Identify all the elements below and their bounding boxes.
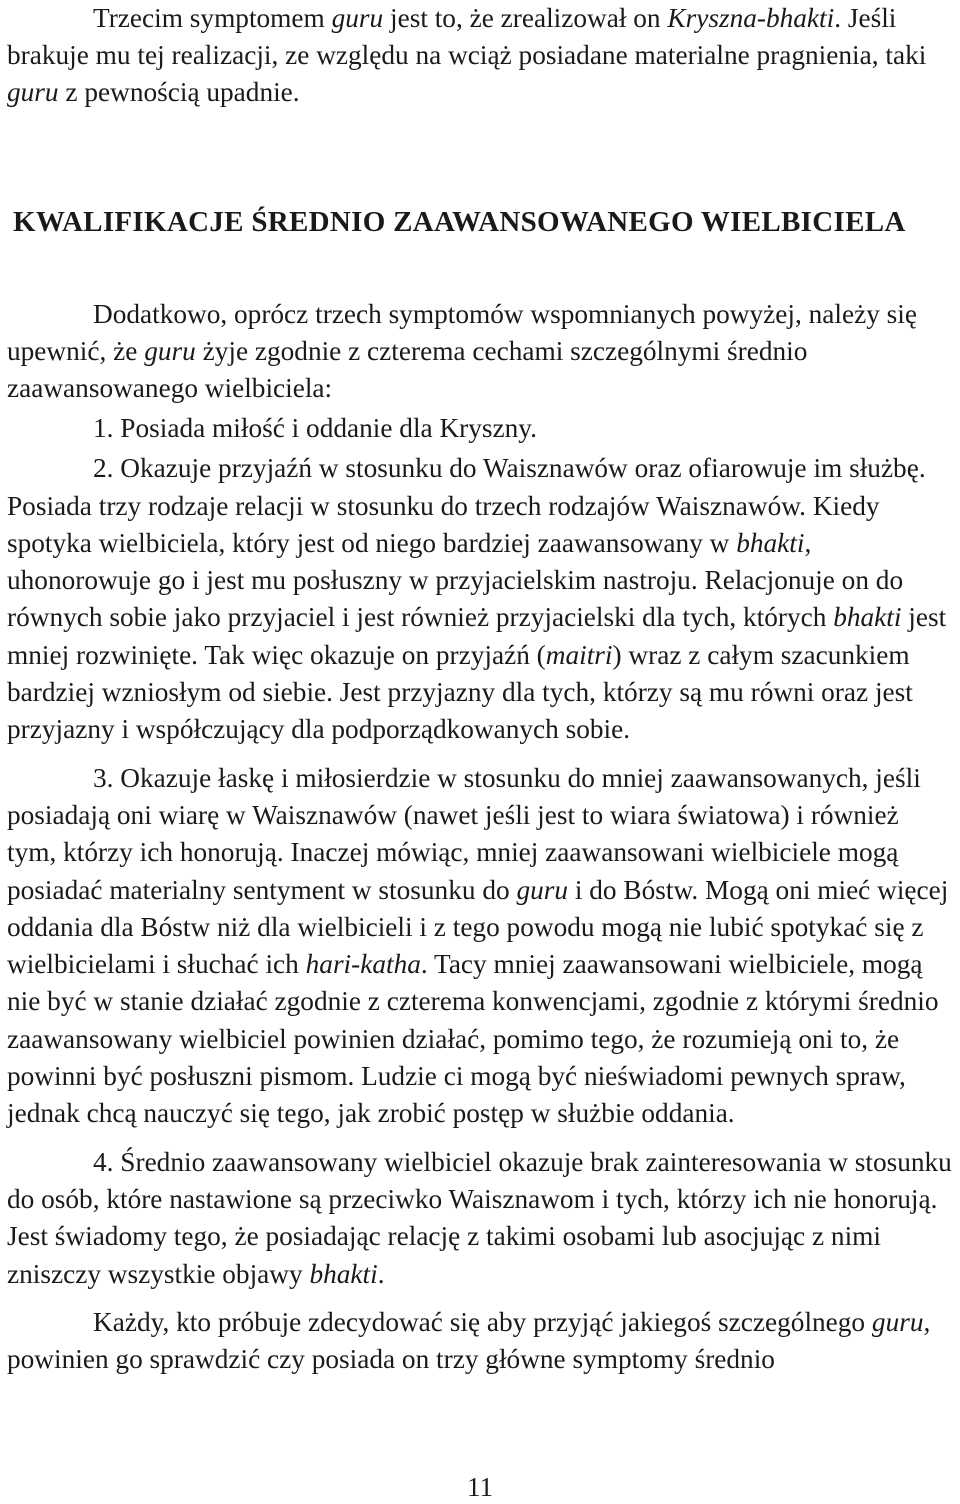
closing-paragraph: [7, 1304, 953, 1378]
text-run: i do Bóstw. Mogą oni mieć więcej oddania dla Bóstw niż dla wielbicieli i z tego powodu mogą nie lubić spotykać się z wielbicielami i słuchać ich: [7, 874, 949, 980]
text-run: żyje zgodnie z czterema cechami szczególnymi średnio zaawansowanego wielbiciela:: [7, 336, 808, 403]
italic-term: maitri: [545, 639, 613, 670]
qualifications-intro-paragraph: [7, 296, 953, 407]
italic-term: bhakti: [309, 1258, 378, 1289]
list-item-1: 1. Posiada miłość i oddanie dla Kryszny.: [93, 413, 538, 443]
list-item-2: [7, 450, 953, 748]
list-item-3: [7, 760, 953, 1133]
italic-term: guru: [144, 336, 196, 366]
list-item-4: [7, 1144, 953, 1293]
text-run: , uhonorowuje go i jest mu posłuszny w przyjacielskim nastroju. Relacjonuje on do równych sobie jako przyjaciel i jest również przyjacielski dla tych, których: [7, 527, 904, 633]
document-page: [7, 0, 953, 1500]
italic-term: hari-katha: [305, 949, 421, 980]
italic-term: bhakti: [833, 602, 902, 633]
text-run: ) wraz z całym szacunkiem bardziej wzniosłym od siebie. Jest przyjazny dla tych, którzy są mu równi oraz jest przyjazny i współczujący dla podporządkowanych sobie.: [7, 639, 913, 745]
text-run: 4. Średnio zaawansowany wielbiciel okazuje brak zainteresowania w stosunku do osób, które nastawione są przeciwko Waisznawom i tych, którzy ich nie honorują. Jest świadomy tego, że posiadając relację z takimi osobami lub asocjując z nimi zniszczy wszystkie objawy: [7, 1146, 952, 1289]
text-run: z pewnością upadnie.: [58, 77, 300, 107]
section-heading: KWALIFIKACJE ŚREDNIO ZAAWANSOWANEGO WIELBICIELA: [13, 206, 906, 238]
text-run: jest to, że zrealizował on: [383, 3, 668, 33]
text-run: Każdy, kto próbuje zdecydować się aby przyjąć jakiegoś szczególnego: [93, 1306, 872, 1337]
italic-term: guru: [331, 3, 384, 33]
text-run: Dodatkowo, oprócz trzech symptomów wspomnianych powyżej, należy się upewnić, że: [7, 299, 917, 366]
text-run: Trzecim symptomem: [93, 3, 332, 33]
italic-term: guru: [7, 77, 59, 107]
main-section: [7, 296, 953, 1378]
text-run: 2. Okazuje przyjaźń w stosunku do Waisznawów oraz ofiarowuje im służbę. Posiada trzy rodzaje relacji w stosunku do trzech rodzajów Waisznawów. Kiedy spotyka wielbiciela, który jest od niego bardziej zaawansowany w: [7, 453, 926, 558]
italic-term: Kryszna-bhakti: [667, 3, 835, 33]
italic-term: guru: [516, 874, 569, 905]
text-run: . Jeśli brakuje mu tej realizacji, ze względu na wciąż posiadane materialne pragnienia, taki: [7, 3, 927, 70]
intro-paragraph: [7, 0, 953, 111]
text-run: powinien go sprawdzić czy posiada on trzy główne symptomy średnio: [7, 1343, 775, 1374]
text-run: . Tacy mniej zaawansowani wielbiciele, mogą nie być w stanie działać zgodnie z czterema konwencjami, zgodnie z którymi średnio zaawansowany wielbiciel powinien działać, pomimo tego, że rozumieją oni to, że powinni być posłuszni pismom. Ludzie ci mogą być nieświadomi pewnych spraw, jednak chcą nauczyć się tego, jak zrobić postęp w służbie oddania.: [7, 949, 939, 1129]
text-run: 3. Okazuje łaskę i miłosierdzie w stosunku do mniej zaawansowanych, jeśli posiadają oni wiarę w Waisznawów (nawet jeśli jest to wiara światowa) i również tym, którzy ich honorują. Inaczej mówiąc, mniej zaawansowani wielbiciele mogą posiadać materialny sentyment w stosunku do: [7, 762, 921, 905]
page-number: 11: [467, 1472, 493, 1502]
italic-term: guru,: [871, 1306, 931, 1337]
text-run: jest mniej rozwinięte. Tak więc okazuje on przyjaźń (: [7, 602, 947, 670]
text-run: .: [377, 1258, 385, 1289]
intro-section: [7, 0, 953, 111]
italic-term: bhakti: [736, 527, 805, 558]
